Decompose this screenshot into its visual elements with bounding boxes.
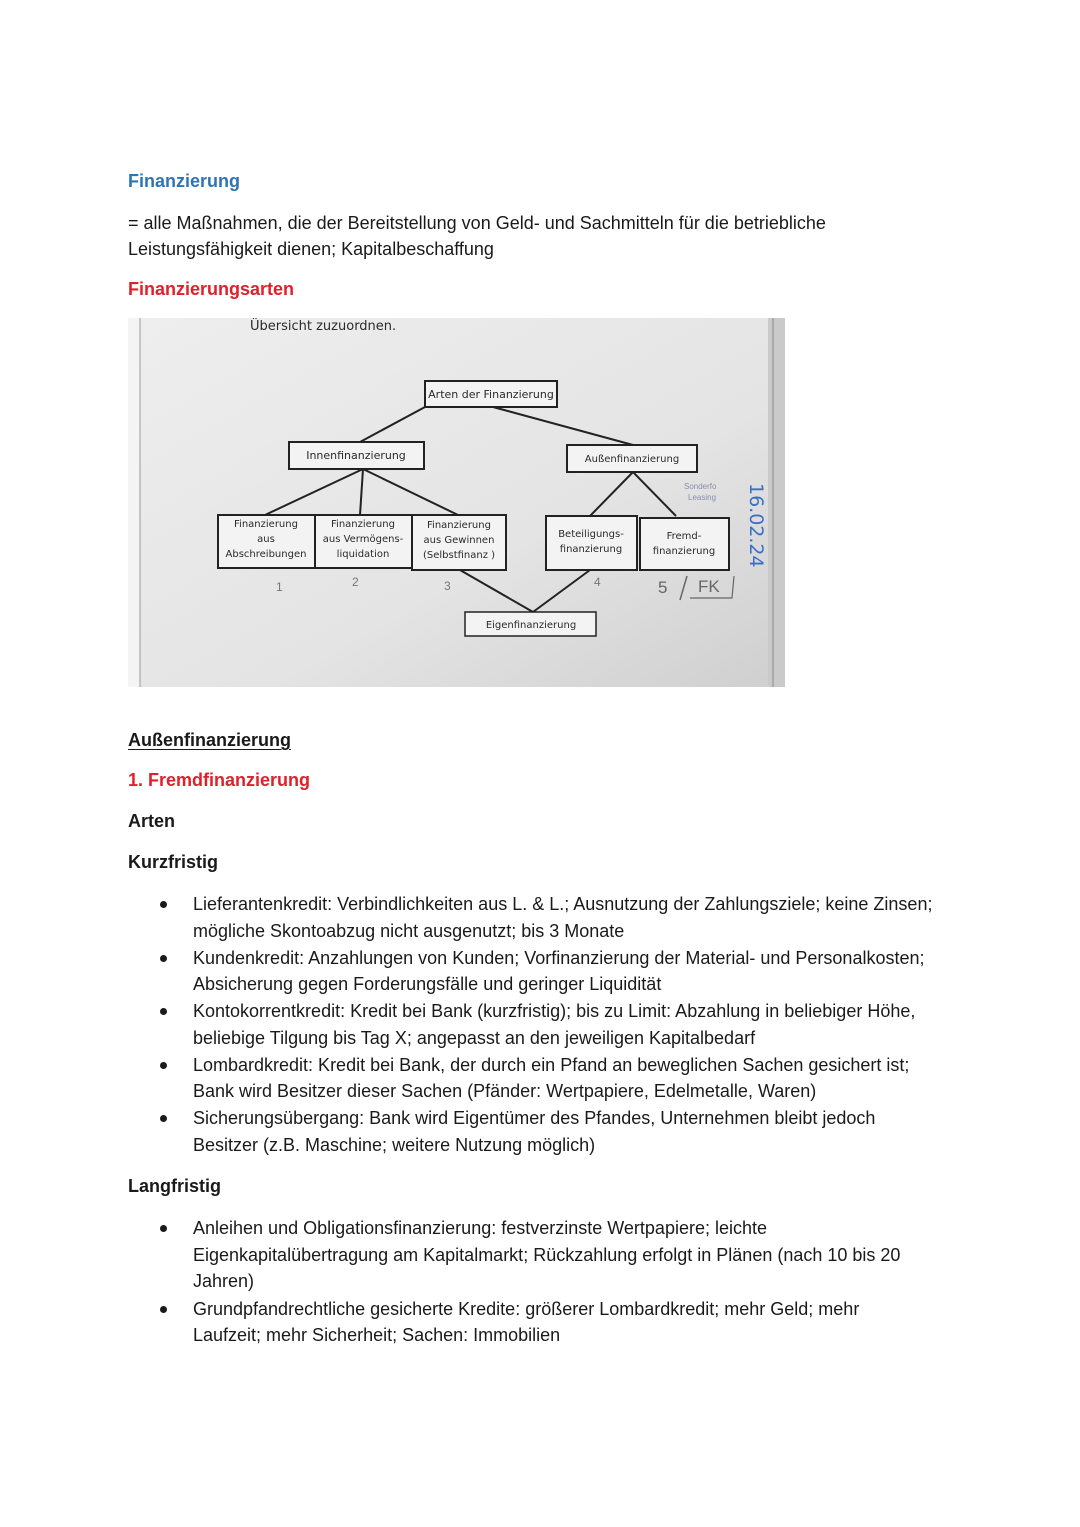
node-eigenfinanzierung xyxy=(465,612,596,636)
hand-number-1: 1 xyxy=(276,580,283,594)
bullet-icon xyxy=(160,1008,167,1015)
bullet-icon xyxy=(160,1062,167,1069)
label-kurzfristig: Kurzfristig xyxy=(128,852,218,872)
svg-text:aus: aus xyxy=(257,534,275,545)
section-finanzierungsarten: Finanzierungsarten xyxy=(128,279,295,299)
svg-text:Innenfinanzierung: Innenfinanzierung xyxy=(306,449,406,462)
hand-side-note-2: Leasing xyxy=(688,493,717,502)
svg-text:aus Vermögens-: aus Vermögens- xyxy=(322,534,404,545)
bullet-icon xyxy=(160,1225,167,1232)
node-aussenfinanzierung xyxy=(567,445,697,472)
node-abschreibungen xyxy=(218,515,315,568)
svg-text:Finanzierung: Finanzierung xyxy=(331,519,395,530)
bullet-icon xyxy=(160,1115,167,1122)
node-innenfinanzierung xyxy=(289,442,424,469)
list-kurzfristig xyxy=(128,891,968,1159)
definition-text: = alle Maßnahmen, die der Bereitstellung von Geld- und Sachmitteln für die betriebliche Leistungsfähigkeit dienen; Kapitalbeschaffung xyxy=(128,213,826,259)
node-gewinne xyxy=(412,515,506,570)
svg-text:Außenfinanzierung: Außenfinanzierung xyxy=(584,454,680,465)
list-item: Lombardkredit: Kredit bei Bank, der durch ein Pfand an beweglichen Sachen gesichert ist; Bank wird Besitzer dieser Sachen (Pfänder: Wertpapiere, Edelmetalle, Waren) xyxy=(128,1052,968,1105)
svg-text:liquidation: liquidation xyxy=(336,549,390,560)
list-langfristig xyxy=(128,1215,968,1349)
svg-text:finanzierung: finanzierung xyxy=(559,544,623,555)
svg-text:Finanzierung: Finanzierung xyxy=(427,520,491,531)
page-title: Finanzierung xyxy=(128,171,240,191)
node-root xyxy=(425,381,557,407)
svg-text:aus Gewinnen: aus Gewinnen xyxy=(423,535,495,546)
list-item: Grundpfandrechtliche gesicherte Kredite: größerer Lombardkredit; mehr Geld; mehr Laufzeit; mehr Sicherheit; Sachen: Immobilien xyxy=(128,1296,968,1349)
hand-side-note-1: Sonderfo xyxy=(684,482,717,491)
list-item: Lieferantenkredit: Verbindlichkeiten aus L. & L.; Ausnutzung der Zahlungsziele; keine Zinsen; mögliche Skontoabzug nicht ausgenutzt; bis 3 Monate xyxy=(128,891,968,944)
svg-text:Finanzierung: Finanzierung xyxy=(234,519,298,530)
svg-text:finanzierung: finanzierung xyxy=(652,546,716,557)
hand-fk: FK xyxy=(698,577,720,596)
svg-text:Eigenfinanzierung: Eigenfinanzierung xyxy=(485,620,577,631)
bullet-icon xyxy=(160,901,167,908)
hand-number-2: 2 xyxy=(352,575,359,589)
hand-number-5: 5 xyxy=(658,578,668,597)
bullet-icon xyxy=(160,1306,167,1313)
hand-number-4: 4 xyxy=(594,575,601,589)
svg-text:Beteiligungs-: Beteiligungs- xyxy=(558,529,624,540)
svg-text:(Selbstfinanz ): (Selbstfinanz ) xyxy=(422,550,496,561)
list-item: Kontokorrentkredit: Kredit bei Bank (kurzfristig); bis zu Limit: Abzahlung in beliebiger Höhe, beliebige Tilgung bis Tag X; angepasst an den jeweiligen Kapitalbedarf xyxy=(128,998,968,1051)
node-beteiligungsfinanzierung xyxy=(546,516,637,570)
list-item: Anleihen und Obligationsfinanzierung: festverzinste Wertpapiere; leichte Eigenkapitalübertragung am Kapitalmarkt; Rückzahlung erfolgt in Plänen (nach 10 bis 20 Jahren) xyxy=(128,1215,968,1295)
svg-text:Arten der Finanzierung: Arten der Finanzierung xyxy=(428,388,554,401)
hand-number-3: 3 xyxy=(444,579,451,593)
heading-fremdfinanzierung: 1. Fremdfinanzierung xyxy=(128,770,311,790)
svg-text:Abschreibungen: Abschreibungen xyxy=(225,549,307,560)
heading-aussenfinanzierung: Außenfinanzierung xyxy=(128,730,291,750)
photo-top-text: Übersicht zuzuordnen. xyxy=(250,319,397,334)
node-fremdfinanzierung xyxy=(640,518,729,570)
list-item: Sicherungsübergang: Bank wird Eigentümer des Pfandes, Unternehmen bleibt jedoch Besitzer (z.B. Maschine; weitere Nutzung möglich) xyxy=(128,1105,968,1158)
svg-text:Fremd-: Fremd- xyxy=(666,531,702,542)
list-item: Kundenkredit: Anzahlungen von Kunden; Vorfinanzierung der Material- und Personalkosten; Absicherung gegen Forderungsfälle und geringer Liquidität xyxy=(128,945,968,998)
label-langfristig: Langfristig xyxy=(128,1176,221,1196)
label-arten: Arten xyxy=(128,811,176,831)
diagram-photo xyxy=(128,318,785,687)
node-vermoegensliquidation xyxy=(315,515,412,568)
bullet-icon xyxy=(160,955,167,962)
hand-date: 16.02.24 xyxy=(745,483,767,568)
